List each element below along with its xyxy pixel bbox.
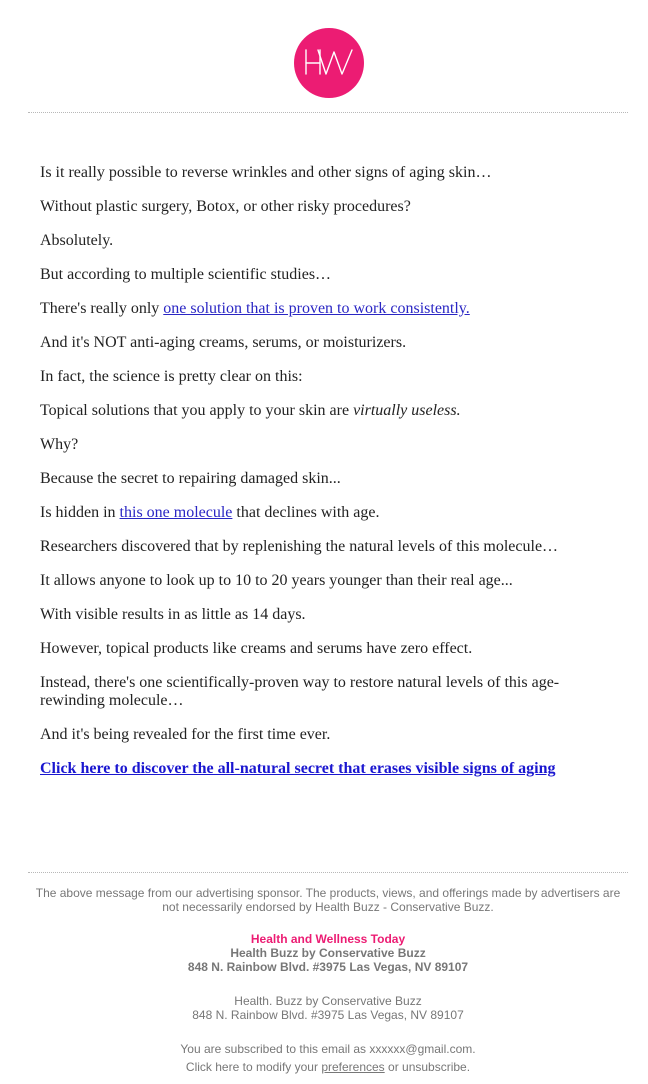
company-address-bold: 848 N. Rainbow Blvd. #3975 Las Vegas, NV 89107 (187, 960, 469, 974)
emphasis-text: virtually useless. (353, 402, 461, 419)
company-name-bold: Health Buzz by Conservative Buzz (230, 946, 426, 960)
paragraph: Why? (40, 436, 79, 453)
footer (28, 886, 628, 1074)
paragraph-text: There's really only (40, 300, 164, 317)
preferences-line (28, 1060, 628, 1074)
paragraph (40, 300, 600, 318)
paragraph: Absolutely. (40, 232, 114, 249)
preferences-post: or unsubscribe. (384, 1060, 471, 1074)
preferences-pre: Click here to modify your (185, 1060, 322, 1074)
paragraph: Researchers discovered that by replenishing the natural levels of this molecule… (40, 538, 559, 555)
hw-logo-icon (294, 28, 364, 98)
footer-divider (28, 872, 628, 873)
paragraph: Instead, there's one scientifically-proven way to restore natural levels of this age-rewinding molecule… (40, 674, 560, 709)
cta-link[interactable] (40, 760, 556, 777)
disclaimer-text: The above message from our advertising sponsor. The products, views, and offerings made by advertisers are not necessarily endorsed by Health Buzz - Conservative Buzz. (35, 886, 621, 914)
logo-container (0, 28, 648, 103)
proven-solution-link[interactable]: one solution that is proven to work consistently. (163, 300, 470, 317)
preferences-link[interactable]: preferences (321, 1060, 385, 1074)
brand-logo (294, 28, 364, 98)
paragraph (40, 402, 600, 420)
cta-link-text: Click here to discover the all-natural secret that erases visible signs of aging (40, 760, 556, 777)
paragraph: And it's NOT anti-aging creams, serums, or moisturizers. (40, 334, 407, 351)
paragraph-text: Is hidden in (40, 504, 120, 521)
subscription-notice: You are subscribed to this email as xxxxxx@gmail.com. (180, 1042, 476, 1056)
paragraph: It allows anyone to look up to 10 to 20 years younger than their real age... (40, 572, 513, 589)
paragraph: Because the secret to repairing damaged skin... (40, 470, 341, 487)
paragraph (40, 504, 600, 522)
paragraph: Is it really possible to reverse wrinkles and other signs of aging skin… (40, 164, 492, 181)
top-divider (28, 112, 628, 113)
paragraph (40, 760, 600, 778)
paragraph: But according to multiple scientific studies… (40, 266, 332, 283)
molecule-link[interactable]: this one molecule (119, 504, 233, 521)
paragraph-text: Topical solutions that you apply to your skin are (40, 402, 354, 419)
company-name: Health. Buzz by Conservative Buzz (234, 994, 422, 1008)
company-address: 848 N. Rainbow Blvd. #3975 Las Vegas, NV 89107 (192, 1008, 464, 1022)
paragraph: With visible results in as little as 14 days. (40, 606, 306, 623)
newsletter-brand: Health and Wellness Today (250, 932, 406, 946)
paragraph: Without plastic surgery, Botox, or other risky procedures? (40, 198, 411, 215)
paragraph: In fact, the science is pretty clear on this: (40, 368, 303, 385)
message-body (40, 164, 600, 794)
paragraph: However, topical products like creams and serums have zero effect. (40, 640, 473, 657)
paragraph-text: that declines with age. (232, 504, 380, 521)
paragraph: And it's being revealed for the first time ever. (40, 726, 331, 743)
